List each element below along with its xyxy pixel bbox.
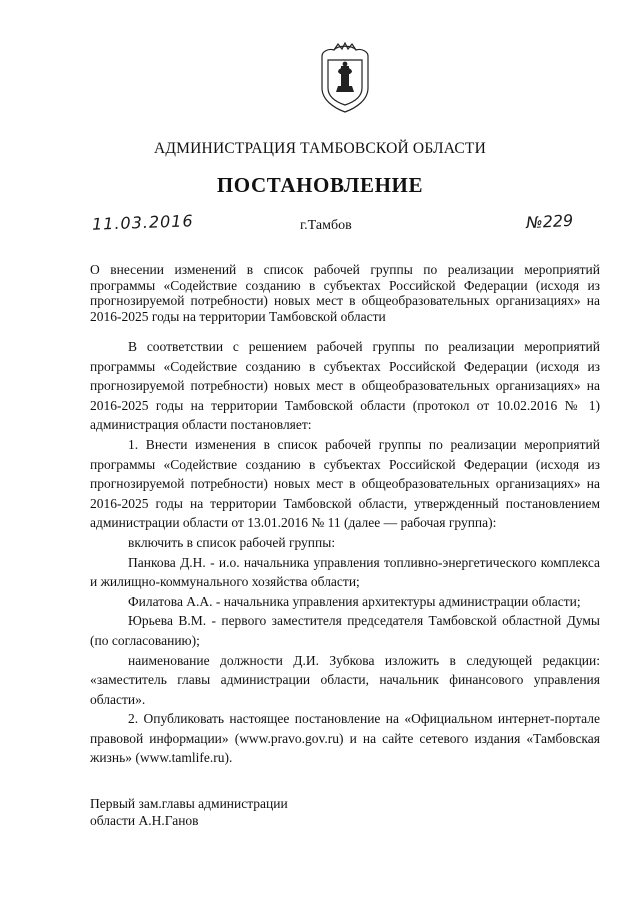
signature-block (90, 795, 288, 829)
coat-of-arms-icon (314, 42, 376, 114)
document-type-title: ПОСТАНОВЛЕНИЕ (216, 173, 424, 197)
document-date: 11.03.2016 (91, 211, 194, 234)
include-list-heading: включить в список рабочей группы: (128, 534, 336, 550)
member-filatov: Филатова А.А. - начальника управления архитектуры администрации области; (128, 593, 581, 609)
member-pankov: Панкова Д.Н. - и.о. начальника управления топливно-энергетического комплекса и жилищно-коммунального хозяйства области; (90, 554, 600, 590)
document-city: г.Тамбов (300, 218, 352, 233)
member-yuryev: Юрьева В.М. - первого заместителя председателя Тамбовской областной Думы (по согласованию); (90, 613, 600, 648)
document-subject: О внесении изменений в список рабочей группы по реализации мероприятий программы «Содействие созданию в субъектах Российской Федерации (исходя из прогнозируемой потребности) новых мест в общеобразовательных организациях» на 2016-2025 годы на территории Тамбовской области (90, 262, 600, 324)
signatory-position: Первый зам.главы администрации (90, 796, 288, 811)
signatory-name: области А.Н.Ганов (90, 813, 199, 828)
organization-name: АДМИНИСТРАЦИЯ ТАМБОВСКОЙ ОБЛАСТИ (154, 140, 486, 157)
document-number: №229 (525, 210, 574, 233)
zubkov-position-change: наименование должности Д.И. Зубкова изложить в следующей редакции: «заместитель главы администрации области, начальник финансового управления области». (90, 652, 600, 707)
preamble-paragraph: В соответствии с решением рабочей группы по реализации мероприятий программы «Содействие созданию в субъектах Российской Федерации (исходя из прогнозируемой потребности) новых мест в общеобразовательных организациях» на 2016-2025 годы на территории Тамбовской области (протокол от 10.02.2016 № 1) администрация области постановляет: (90, 339, 600, 433)
document-body (90, 337, 600, 768)
item-2-paragraph: 2. Опубликовать настоящее постановление на «Официальном интернет-портале правовой информации» (www.pravo.gov.ru) и на сайте сетевого издания «Тамбовская жизнь» (www.tamlife.ru). (90, 711, 600, 766)
item-1-paragraph: 1. Внести изменения в список рабочей группы по реализации мероприятий программы «Содействие созданию в субъектах Российской Федерации (исходя из прогнозируемой потребности) новых мест в общеобразовательных организациях» на 2016-2025 годы на территории Тамбовской области, утвержденный постановлением администрации области от 13.01.2016 № 11 (далее — рабочая группа): (90, 436, 600, 531)
